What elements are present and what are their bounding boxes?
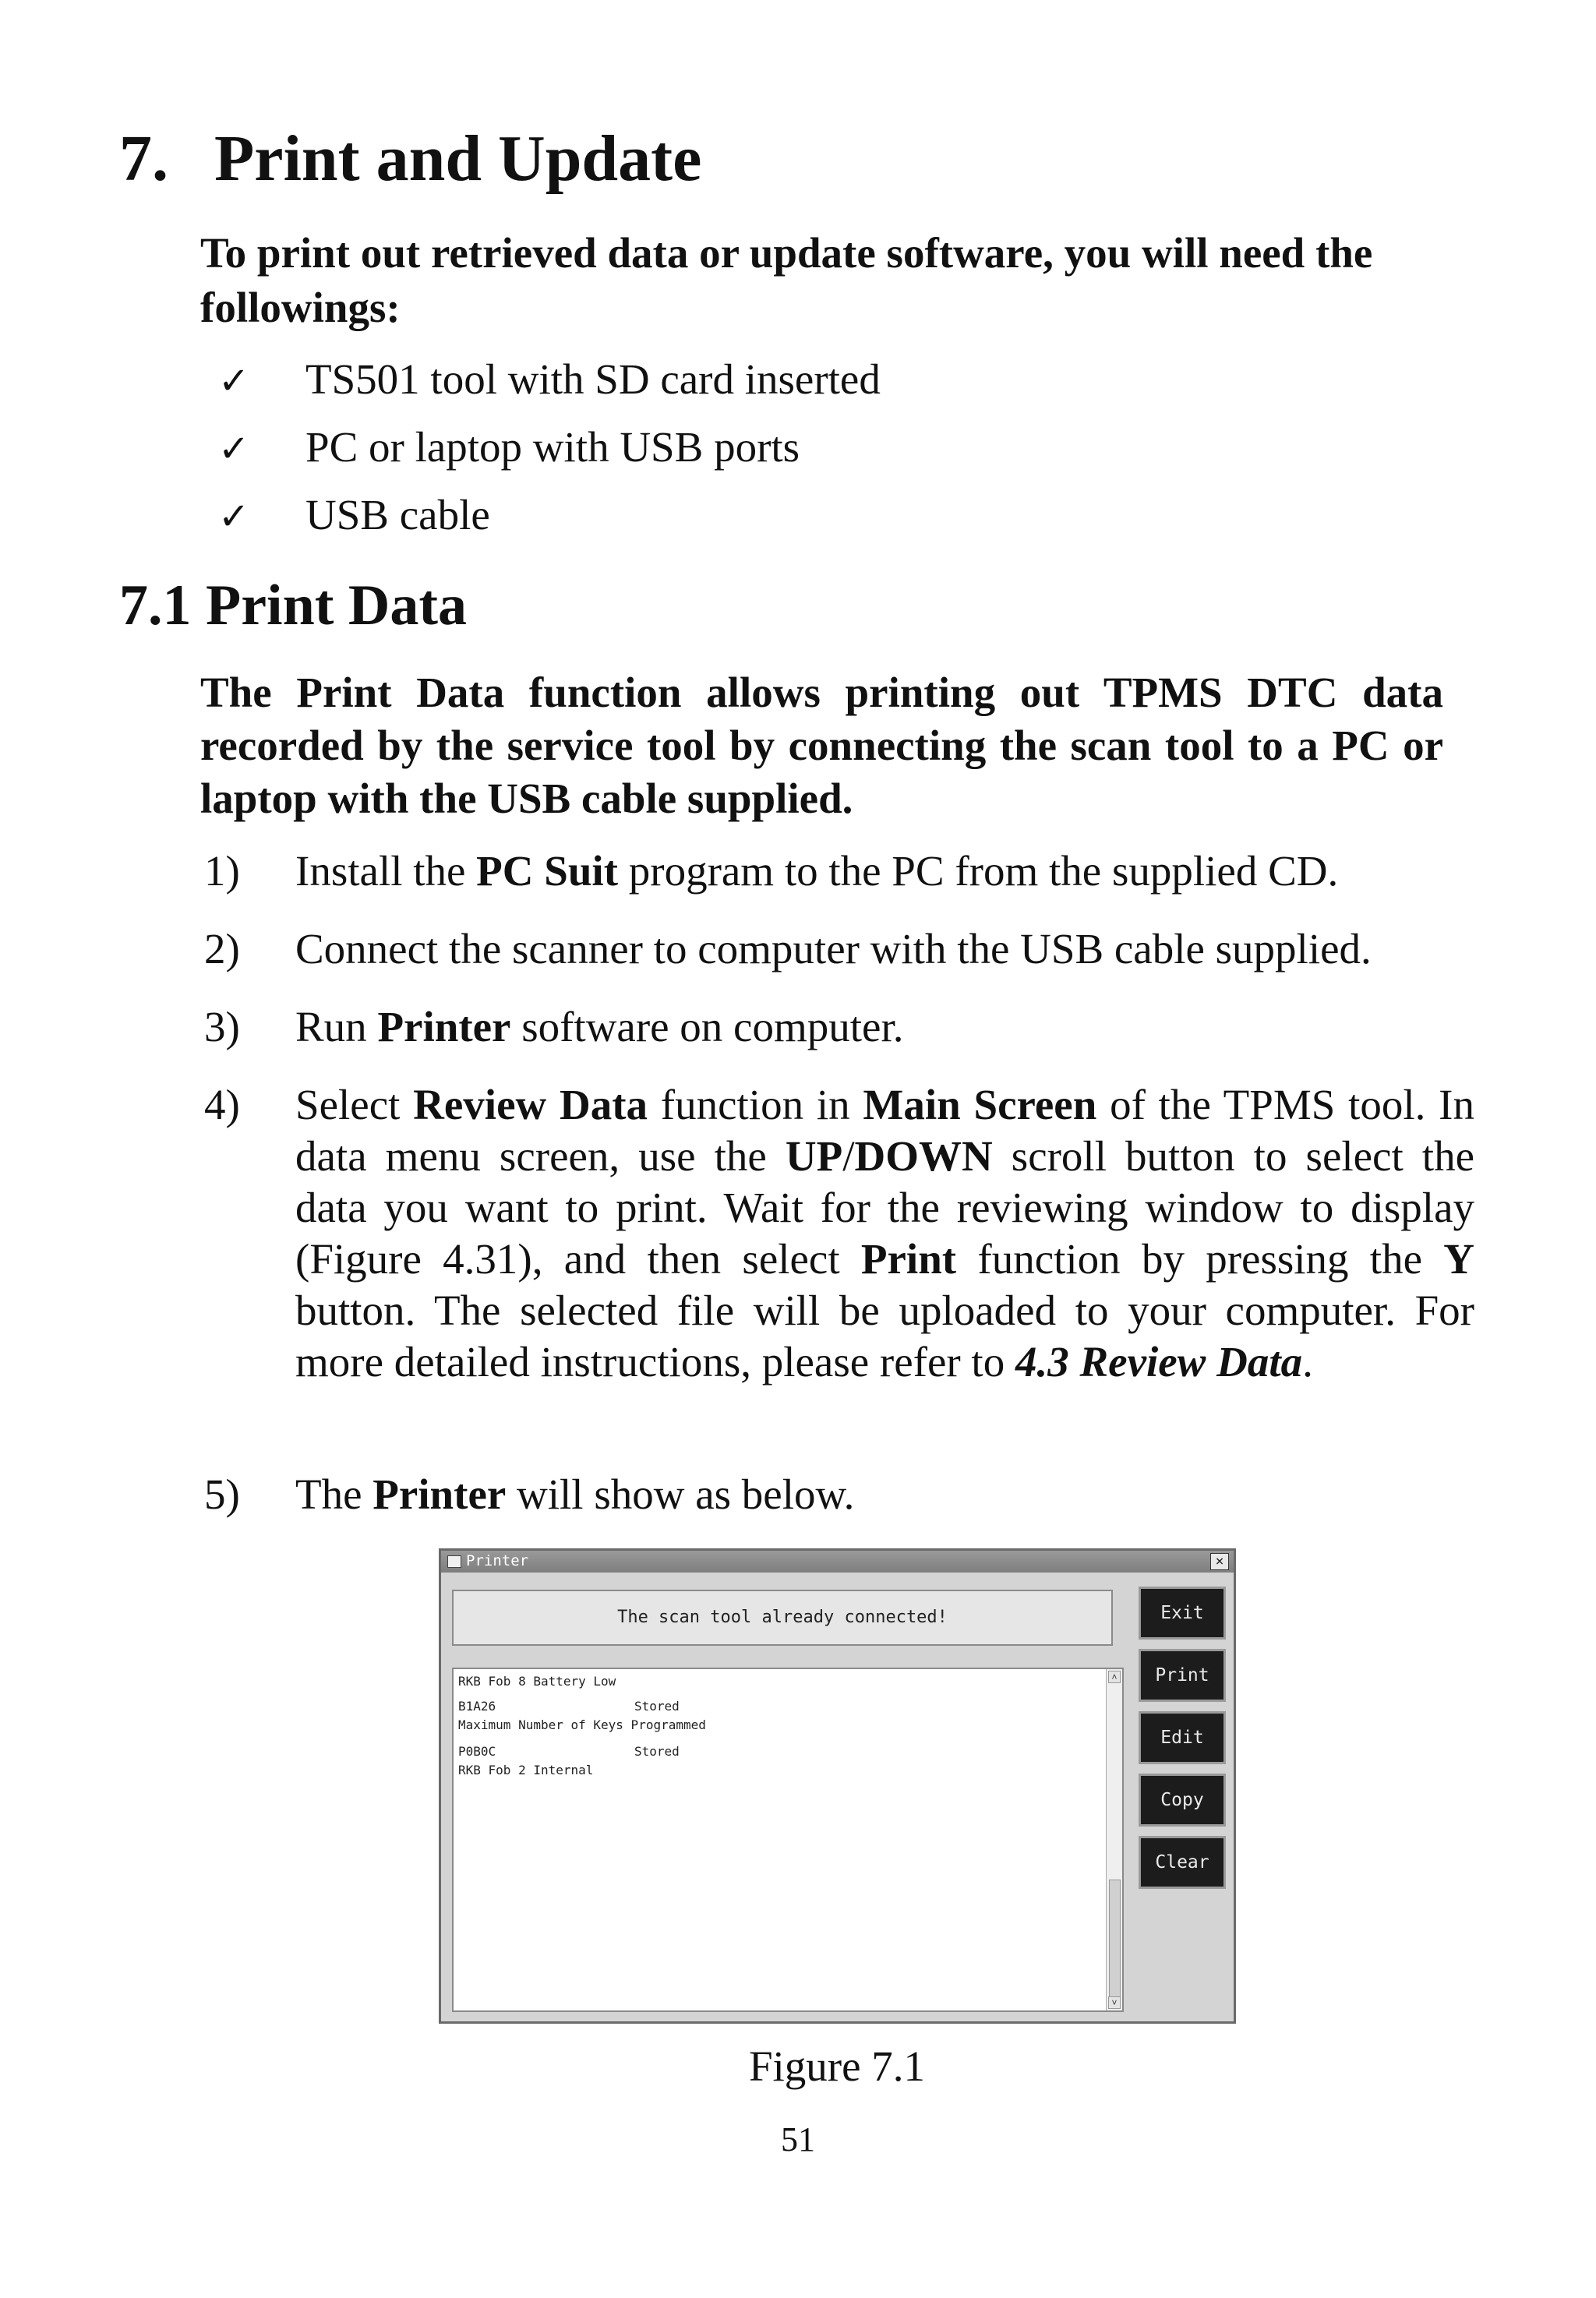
clear-button[interactable]: Clear (1139, 1836, 1226, 1889)
print-button[interactable]: Print (1139, 1649, 1226, 1702)
scroll-thumb[interactable] (1109, 1880, 1121, 1998)
exit-button[interactable]: Exit (1139, 1587, 1226, 1640)
close-icon[interactable]: × (1210, 1553, 1229, 1570)
checkmark-icon: ✓ (218, 495, 250, 538)
window-titlebar[interactable] (441, 1551, 1234, 1573)
scroll-up-icon[interactable]: ˄ (1108, 1671, 1121, 1683)
step-item: 2) Connect the scanner to computer with the USB cable supplied. (204, 925, 1372, 973)
chapter-title: Print and Update (214, 122, 702, 195)
scroll-down-icon[interactable]: ˅ (1108, 1996, 1121, 2009)
checkmark-icon: ✓ (218, 427, 250, 471)
dtc-list[interactable] (452, 1668, 1124, 2012)
step-item: 5) The Printer will show as below. (204, 1470, 855, 1518)
step-item: 4) Select Review Data function in Main Screen of the TPMS tool. In data menu screen, use the UP/DOWN scroll button to select the data you want to print. Wait for the reviewing window to display (Figure 4.31), and then select Print function by pressing the Y button. The selected file will be uploaded to your computer. For more detailed instructions, please refer to 4.3 Review Data. (204, 1081, 1475, 1386)
list-item[interactable]: RKB Fob 8 Battery Low (458, 1674, 616, 1689)
edit-button[interactable]: Edit (1139, 1711, 1226, 1764)
window-title: Printer (466, 1552, 529, 1569)
copy-button[interactable]: Copy (1139, 1774, 1226, 1827)
checklist-item: ✓ USB cable (218, 488, 490, 544)
list-item[interactable]: P0B0C Stored (458, 1744, 680, 1759)
checklist-item: ✓ TS501 tool with SD card inserted (218, 352, 881, 408)
list-item[interactable]: Maximum Number of Keys Programmed (458, 1717, 706, 1732)
list-item[interactable]: RKB Fob 2 Internal (458, 1763, 594, 1777)
list-item[interactable]: B1A26 Stored (458, 1699, 680, 1714)
chapter-heading (119, 121, 701, 196)
chapter-number: 7. (119, 122, 168, 195)
section-heading: 7.1 Print Data (119, 574, 467, 637)
step-item: 3) Run Printer software on computer. (204, 1003, 904, 1050)
checklist-item: ✓ PC or laptop with USB ports (218, 420, 800, 476)
printer-icon (447, 1555, 461, 1568)
checkmark-icon: ✓ (218, 359, 250, 403)
page-number: 51 (781, 2120, 815, 2159)
scrollbar[interactable] (1106, 1669, 1122, 2010)
figure-caption: Figure 7.1 (748, 2042, 926, 2090)
intro-paragraph: To print out retrieved data or update software, you will need the followings: (200, 229, 1373, 331)
section-description: The Print Data function allows printing out TPMS DTC data recorded by the service tool by connecting the scan tool to a PC or laptop with the USB cable supplied. (200, 669, 1443, 822)
connection-status: The scan tool already connected! (452, 1590, 1113, 1646)
printer-window (439, 1548, 1236, 2024)
step-item: 1) Install the PC Suit program to the PC from the supplied CD. (204, 847, 1339, 895)
